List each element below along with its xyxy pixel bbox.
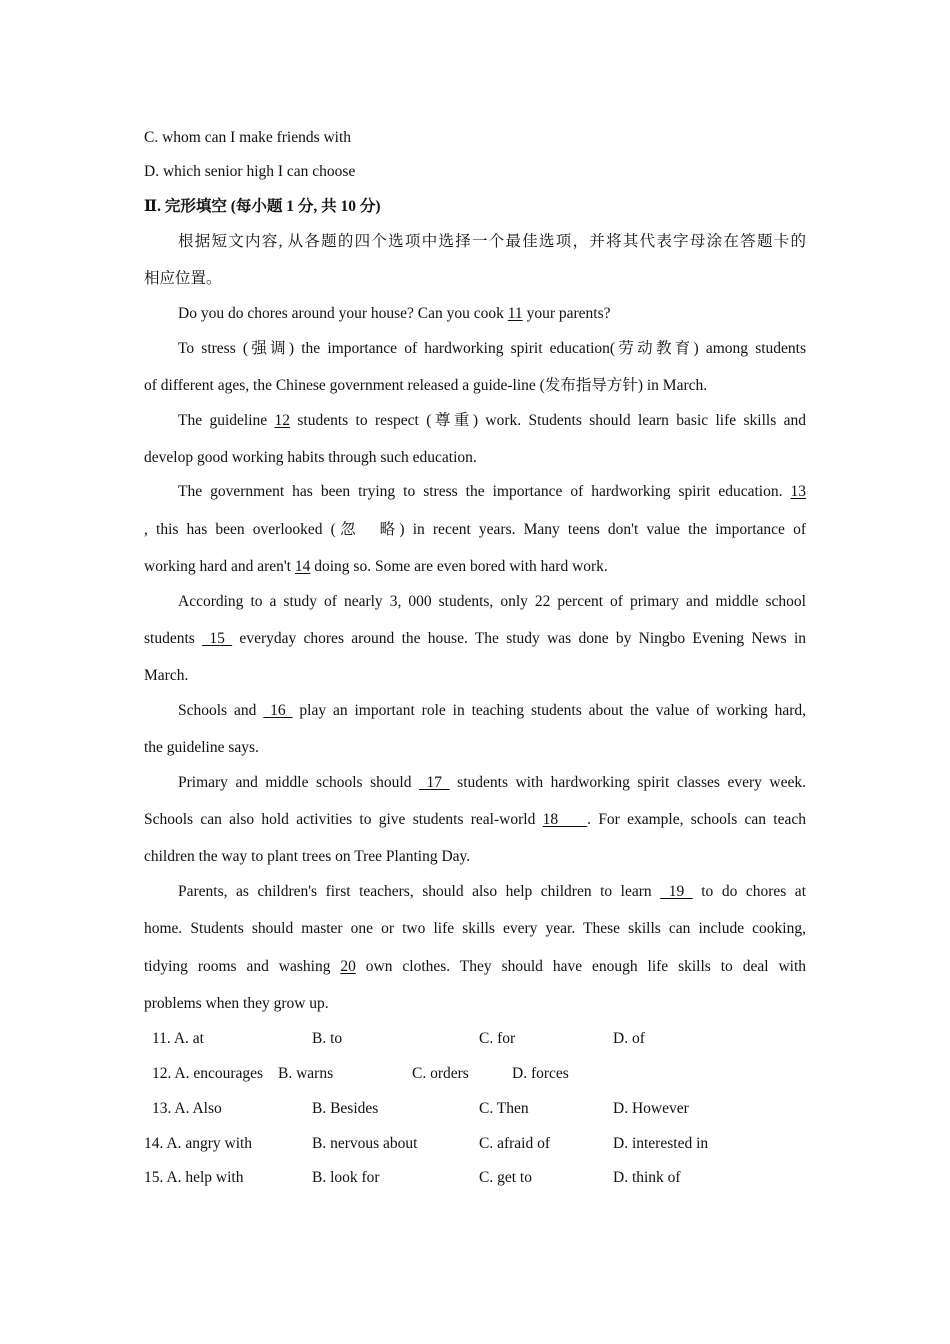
passage-paragraph-3-line-1 <box>178 411 806 431</box>
blank-15: 15 <box>202 630 233 647</box>
question-15-option-c: C. get to <box>479 1169 532 1186</box>
question-12-options <box>144 1064 806 1084</box>
text: working hard and aren't <box>144 558 295 575</box>
question-11-option-b: B. to <box>312 1030 343 1047</box>
option-c-prev: C. whom can I make friends with <box>144 129 352 146</box>
passage-paragraph-3-line-2: develop good working habits through such education. <box>144 449 477 466</box>
passage-paragraph-4-line-1 <box>178 482 806 502</box>
question-15-option-d: D. think of <box>613 1169 681 1186</box>
text: . For example, schools can teach <box>587 811 806 828</box>
question-14-option-a: 14. A. angry with <box>144 1135 253 1152</box>
passage-paragraph-5-line-1: According to a study of nearly 3, 000 students, only 22 percent of primary and middle school <box>178 593 806 610</box>
question-11-option-d: D. of <box>613 1030 645 1047</box>
blank-14: 14 <box>294 558 311 575</box>
blank-17: 17 <box>419 774 450 791</box>
blank-18: 18 <box>542 811 588 828</box>
question-13-option-c: C. Then <box>479 1100 529 1117</box>
passage-paragraph-2-line-1: To stress (强调) the importance of hardworking spirit education(劳动教育) among students <box>178 340 806 357</box>
text: Do you do chores around your house? Can you cook <box>178 305 508 322</box>
text: students with hardworking spirit classes every week. <box>449 774 807 791</box>
text: Schools can also hold activities to give students real-world <box>144 811 543 828</box>
passage-paragraph-8-line-2: home. Students should master one or two life skills every year. These skills can include cooking, <box>144 920 806 937</box>
passage-paragraph-8-line-3 <box>144 957 806 977</box>
passage-paragraph-6-line-1 <box>178 701 806 721</box>
blank-19: 19 <box>660 883 693 900</box>
passage-paragraph-4-line-2: , this has been overlooked (忽 略) in recent years. Many teens don't value the importance of <box>144 521 806 538</box>
text: Schools and <box>178 702 264 719</box>
text: The guideline <box>178 412 275 429</box>
question-14-option-d: D. interested in <box>613 1135 709 1152</box>
question-11-option-c: C. for <box>479 1030 516 1047</box>
section-instruction-line-1: 根据短文内容, 从各题的四个选项中选择一个最佳选项，并将其代表字母涂在答题卡的 <box>178 233 806 250</box>
passage-paragraph-1 <box>178 304 611 324</box>
text: to do chores at <box>692 883 806 900</box>
passage-paragraph-7-line-3: children the way to plant trees on Tree Planting Day. <box>144 848 471 865</box>
passage-paragraph-7-line-1 <box>178 773 806 793</box>
text: students to respect (尊重) work. Students should learn basic life skills and <box>290 412 806 429</box>
question-12-option-b: B. warns <box>278 1065 334 1082</box>
section-instruction-line-2: 相应位置。 <box>144 270 222 287</box>
question-14-options <box>144 1134 806 1154</box>
question-14-option-b: B. nervous about <box>312 1135 418 1152</box>
question-11-options <box>144 1029 806 1049</box>
blank-16: 16 <box>263 702 293 719</box>
question-11-option-a: 11. A. at <box>152 1030 204 1047</box>
text: own clothes. They should have enough life skills to deal with <box>355 958 806 975</box>
passage-paragraph-6-line-2: the guideline says. <box>144 739 259 756</box>
blank-13: 13 <box>790 483 806 500</box>
passage-paragraph-8-line-4: problems when they grow up. <box>144 995 329 1012</box>
question-15-option-b: B. look for <box>312 1169 380 1186</box>
question-12-option-d: D. forces <box>512 1065 569 1082</box>
text: The government has been trying to stress the importance of hardworking spirit education. <box>178 483 791 500</box>
question-15-options <box>144 1168 806 1188</box>
question-13-option-b: B. Besides <box>312 1100 379 1117</box>
section-title: Ⅱ. 完形填空 (每小题 1 分, 共 10 分) <box>144 198 381 215</box>
passage-paragraph-4-line-3 <box>144 557 608 577</box>
document-page <box>144 0 806 1344</box>
question-13-option-a: 13. A. Also <box>152 1100 222 1117</box>
text: students <box>144 630 203 647</box>
question-12-option-a: 12. A. encourages <box>152 1065 264 1082</box>
text: play an important role in teaching students about the value of working hard, <box>292 702 807 719</box>
text: everyday chores around the house. The study was done by Ningbo Evening News in <box>232 630 806 647</box>
blank-12: 12 <box>274 412 291 429</box>
text: tidying rooms and washing <box>144 958 341 975</box>
passage-paragraph-5-line-3: March. <box>144 667 189 684</box>
question-13-options <box>144 1099 806 1119</box>
text: Parents, as children's first teachers, should also help children to learn <box>178 883 661 900</box>
passage-paragraph-7-line-2 <box>144 810 806 830</box>
passage-paragraph-8-line-1 <box>178 882 806 902</box>
question-14-option-c: C. afraid of <box>479 1135 551 1152</box>
passage-paragraph-5-line-2 <box>144 629 806 649</box>
text: doing so. Some are even bored with hard work. <box>310 558 608 575</box>
text: Primary and middle schools should <box>178 774 419 791</box>
text: your parents? <box>522 305 611 322</box>
passage-paragraph-2-line-2: of different ages, the Chinese government released a guide-line (发布指导方针) in March. <box>144 377 708 394</box>
blank-11: 11 <box>507 305 523 322</box>
question-13-option-d: D. However <box>613 1100 689 1117</box>
question-12-option-c: C. orders <box>412 1065 469 1082</box>
blank-20: 20 <box>340 958 356 975</box>
question-15-option-a: 15. A. help with <box>144 1169 244 1186</box>
option-d-prev: D. which senior high I can choose <box>144 163 356 180</box>
